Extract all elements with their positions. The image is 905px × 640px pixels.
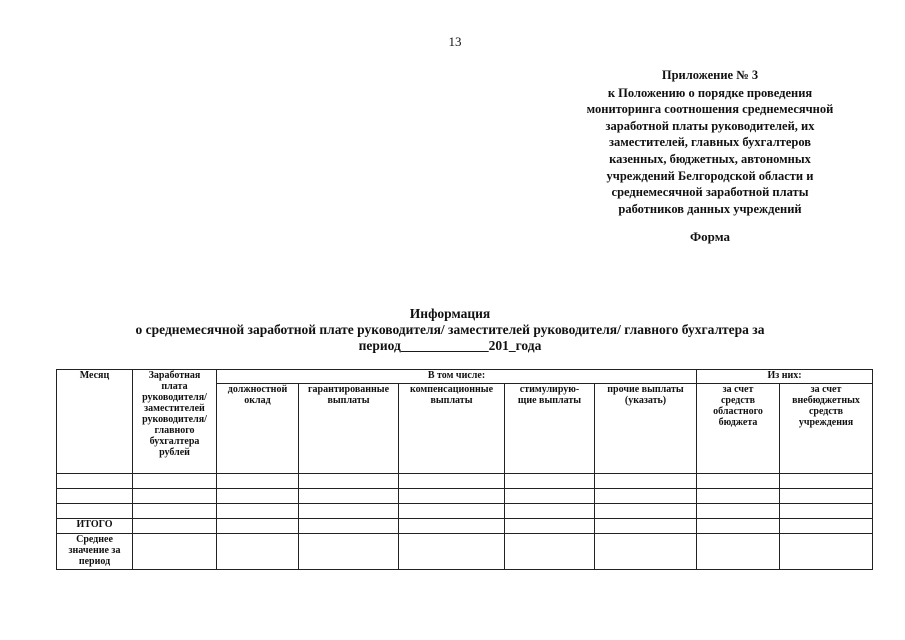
header-salary-line: рублей: [159, 447, 190, 458]
table-cell: [595, 519, 697, 533]
total-label: ИТОГО: [57, 519, 133, 533]
header-text: прочие выплаты: [607, 384, 684, 396]
header-guaranteed-payments: [299, 384, 399, 474]
appendix-line: заместителей, главных бухгалтеров: [608, 135, 812, 150]
table-cell: [217, 474, 299, 489]
table-cell: [595, 489, 697, 504]
total-row: [57, 519, 873, 533]
table-row: [57, 489, 873, 504]
average-row: [57, 533, 873, 569]
table-cell: [299, 533, 399, 569]
header-text: (указать): [624, 395, 667, 407]
average-label-line: Среднее: [76, 533, 113, 545]
title-line-2: о среднемесячной заработной плате руководителя/ заместителей руководителя/ главного бухгалтера за: [135, 322, 765, 337]
header-text: гарантированные: [307, 384, 390, 396]
table-cell: [133, 533, 217, 569]
table-cell: [133, 519, 217, 533]
table-cell: [697, 519, 780, 533]
table-cell: [217, 489, 299, 504]
table-cell: [399, 489, 505, 504]
page-number: 13: [448, 34, 462, 49]
appendix-line: среднемесячной заработной платы: [611, 185, 809, 200]
appendix-line: мониторинга соотношения среднемесячной: [586, 102, 834, 117]
table-cell: [697, 474, 780, 489]
table-cell: [57, 474, 133, 489]
document-title: [100, 306, 800, 354]
average-label: [57, 533, 133, 569]
header-month: Месяц: [57, 370, 133, 474]
appendix-header: [560, 67, 860, 217]
header-text: компенсационные: [409, 384, 494, 396]
table-cell: [505, 533, 595, 569]
table-row: [57, 504, 873, 519]
salary-form-table: [56, 369, 873, 570]
header-text: учреждения: [798, 417, 854, 429]
table-cell: [299, 504, 399, 519]
table-cell: [505, 519, 595, 533]
header-text: средств: [808, 406, 844, 418]
table-cell: [697, 533, 780, 569]
table-cell: [133, 504, 217, 519]
header-text: щие выплаты: [517, 395, 582, 407]
header-text: внебюджетных: [792, 395, 860, 407]
appendix-line: к Положению о порядке проведения: [607, 85, 813, 100]
table-cell: [299, 474, 399, 489]
header-salary-line: плата: [161, 381, 188, 392]
header-text: за счет: [722, 384, 754, 396]
table-cell: [217, 504, 299, 519]
table-cell: [780, 489, 873, 504]
table-cell: [780, 519, 873, 533]
header-text: оклад: [244, 395, 271, 407]
appendix-line: работников данных учреждений: [618, 201, 802, 216]
header-text: областного: [713, 406, 763, 418]
table-cell: [299, 519, 399, 533]
appendix-line: казенных, бюджетных, автономных: [609, 151, 811, 166]
table-cell: [217, 519, 299, 533]
header-text: бюджета: [718, 417, 758, 429]
table-cell: [505, 474, 595, 489]
table-cell: [399, 533, 505, 569]
table-cell: [57, 489, 133, 504]
table-cell: [780, 533, 873, 569]
header-base-salary: [217, 384, 299, 474]
table-cell: [399, 519, 505, 533]
header-salary-line: Заработная: [148, 370, 201, 381]
table-row: [57, 474, 873, 489]
appendix-line: учреждений Белгородской области и: [606, 168, 814, 183]
appendix-title: Приложение № 3: [661, 68, 759, 82]
table-cell: [217, 533, 299, 569]
header-salary-line: руководителя/: [142, 392, 207, 403]
table-cell: [133, 489, 217, 504]
header-of-which: Из них:: [697, 370, 873, 384]
header-including: В том числе:: [217, 370, 697, 384]
table-cell: [697, 504, 780, 519]
header-text: должностной: [227, 384, 288, 396]
header-compensation-payments: [399, 384, 505, 474]
header-incentive-payments: [505, 384, 595, 474]
header-text: стимулирую-: [519, 384, 580, 396]
table-cell: [505, 504, 595, 519]
form-label: Форма: [690, 229, 730, 244]
header-other-payments: [595, 384, 697, 474]
header-salary-line: бухгалтера: [149, 436, 200, 447]
table-cell: [505, 489, 595, 504]
table-cell: [697, 489, 780, 504]
table-cell: [595, 533, 697, 569]
table-cell: [780, 504, 873, 519]
header-salary-line: главного: [154, 425, 195, 436]
average-label-line: значение за: [68, 544, 121, 556]
header-extrabudgetary: [780, 384, 873, 474]
table-cell: [299, 489, 399, 504]
average-label-line: период: [78, 555, 111, 567]
appendix-line: заработной платы руководителей, их: [605, 118, 815, 133]
table-cell: [133, 474, 217, 489]
header-text: за счет: [810, 384, 842, 396]
header-text: средств: [720, 395, 756, 407]
table-cell: [780, 474, 873, 489]
table-cell: [595, 474, 697, 489]
header-text: выплаты: [430, 395, 473, 407]
title-line-1: Информация: [409, 306, 491, 321]
header-salary-line: заместителей: [144, 403, 205, 414]
table-cell: [57, 504, 133, 519]
table-cell: [399, 474, 505, 489]
header-salary: [133, 370, 217, 474]
table-cell: [399, 504, 505, 519]
title-line-3: период_____________201_года: [358, 338, 542, 353]
header-salary-line: руководителя/: [142, 414, 207, 425]
header-regional-budget: [697, 384, 780, 474]
table-cell: [595, 504, 697, 519]
header-text: выплаты: [327, 395, 370, 407]
